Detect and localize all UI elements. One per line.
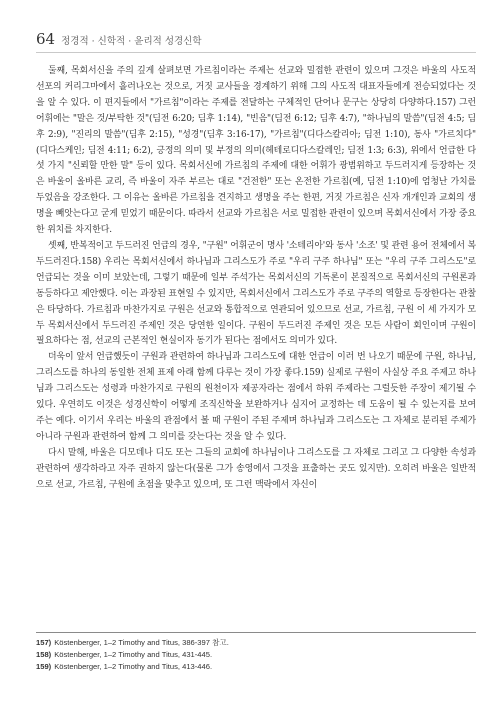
footnote-158 (36, 649, 476, 661)
page-number: 64 (36, 30, 56, 48)
footnote-text: Köstenberger, 1–2 Timothy and Titus, 386-397 참고. (54, 638, 229, 647)
footnote-159 (36, 661, 476, 673)
running-title: 정경적 · 신학적 · 윤리적 성경신학 (61, 36, 202, 47)
paragraph-1: 둘째, 목회서신을 주의 깊게 살펴보면 가르침이라는 주제는 선교와 밀접한 관련이 있으며 그것은 바울의 사도적 선포의 커리그마에서 흘러나오는 것으로, 거짓 교사들을 경계하기 위해 그의 사도적 대표자들에게 전승되었다는 것을 알 수 있다. 이 편지들에서 "가르침"이라는 주제를 전달하는 구체적인 단어나 문구는 상당히 다양하다.157) 그런 어휘에는 "말은 것/부탁한 것"(딤전 6:20; 딤후 1:14), "빈음"(딤전 6:12; 딤후 4:7), "하나님의 말씀"(딤전 4:5; 딤후 2:9), "진리의 말씀"(딤후 2:15), "성경"(딤후 3:16-17), "가르침"(디다스칼리아; 딤전 1:10), 동사 "가르치다"(디다스케인; 딤전 4:11; 6:2), 긍정의 의미 및 부정의 의미(헤테로디다스칼레인; 딤전 1:3; 6:3), 위에서 언급한 다섯 가지 "신뢰할 만한 말" 등이 있다. 목회서신에 가르침의 주제에 대한 어휘가 광범위하고 두드러지게 등장하는 것은 바울이 올바른 교리, 즉 바울이 자주 부르는 대로 "건전한" 또는 온전한 가르침(예, 딤전 1:10)에 엄청난 가치를 두었음을 강조한다. 그 이유는 올바른 가르침을 견지하고 생명을 주는 한편, 거짓 가르침은 신자 개개인과 교회의 생명을 빼앗는다고 굳게 믿었기 때문이다. 따라서 선교와 가르침은 서로 밀접한 관련이 있으며 목회서신에서 가장 중요한 위치를 차지한다. (36, 66, 476, 236)
body-text (36, 64, 476, 493)
footnote-157 (36, 637, 476, 649)
footnote-text: Köstenberger, 1–2 Timothy and Titus, 431-445. (54, 650, 213, 659)
footnote-number: 158) (36, 650, 52, 659)
paragraph-2: 셋째, 반복적이고 두드러진 언급의 경우, "구원" 어휘군이 명사 '소테리아'와 동사 '소조' 및 관련 용어 전체에서 복 두드러진다.158) 우리는 목회서신에서 하나님과 그리스도가 주로 "우리 구주 하나님" 또는 "우리 구주 그리스도"로 언급되는 것을 이미 보았는데, 그렇기 때문에 일부 주석가는 목회서신의 기독론이 본질적으로 목회서신의 구원론과 동등하다고 제안했다. 이는 과장된 표현일 수 있지만, 목회서신에서 그리스도가 주로 구주의 역할로 등장한다는 관찰은 타당하다. 가르침과 마찬가지로 구원은 선교와 통합적으로 연관되어 있으므로 선교, 가르침, 구원 이 세 가지가 모두 목회서신에서 두드러진 주제인 것은 당연한 일이다. 구원이 두드러진 주제인 것은 모든 사람이 회인이며 구원이 필요하다는 점, 선교의 근본적인 현실이자 동기가 된다는 점에서도 의미가 있다. (36, 240, 476, 347)
paragraph-3: 더욱이 앞서 언급했듯이 구원과 관련하여 하나님과 그리스도에 대한 언급이 이러 번 나오기 때문에 구원, 하나님, 그리스도를 하나의 동일한 전체 표제 아래 함께 다루는 것이 가장 좋다.159) 실제로 구원이 사실상 주요 주제고 하나님과 그리스도는 성령과 마찬가지로 구원의 원천이자 제공자라는 점에서 하위 주제라는 그럴듯한 주장이 제기될 수 있다. 우연히도 이것은 성경신학이 어떻게 조직신학을 보완하거나 심지어 교정하는 데 도움이 될 수 있는지를 보여 주는 예다. 이기서 우리는 바울의 관점에서 볼 때 구원이 주된 주제며 하나님과 그리스도는 그 자체로 분리된 주제가 아니라 구원과 관련하여 함께 그 의미를 갖는다는 것을 알 수 있다. (36, 352, 476, 442)
running-header (36, 30, 476, 53)
footnote-number: 157) (36, 638, 52, 647)
footnotes (36, 632, 476, 673)
paragraph-4: 다시 말해, 바울은 디모데나 디도 또는 그들의 교회에 하나님이나 그리스도를 그 자체로 그리고 그 다양한 속성과 관련하여 생각하라고 자주 권하지 않는다(물론 그가 송영에서 그것을 표출하는 곳도 있지만). 오히려 바울은 일반적으로 선교, 가르침, 구원에 초점을 맞추고 있으며, 또 그런 맥락에서 자신이 (36, 447, 476, 490)
footnote-number: 159) (36, 662, 52, 671)
footnote-text: Köstenberger, 1–2 Timothy and Titus, 413-446. (54, 662, 213, 671)
